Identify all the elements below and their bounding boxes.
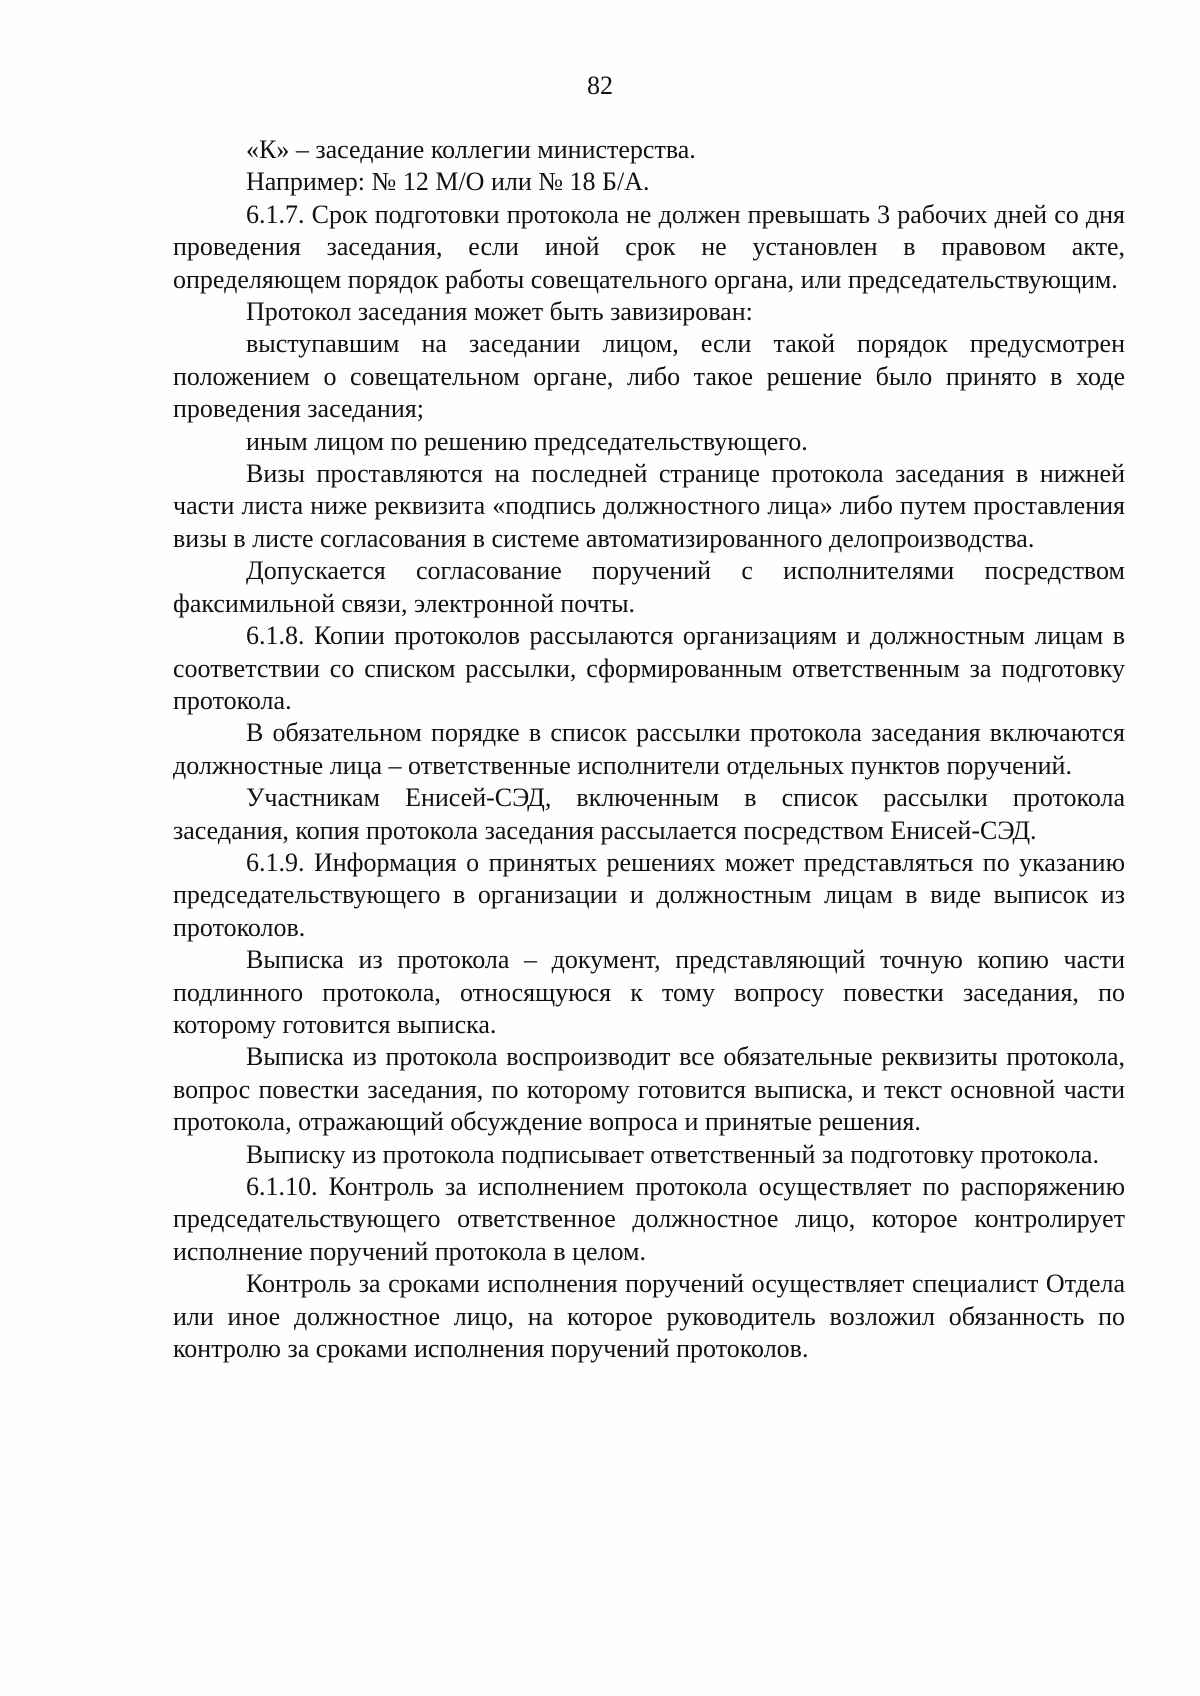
paragraph: Контроль за сроками исполнения поручений осуществляет специалист Отдела или иное должностное лицо, на которое руководитель возложил обязанность по контролю за сроками исполнения поручений протоколов. [173, 1269, 1125, 1364]
document-body [173, 134, 1125, 1365]
paragraph: В обязательном порядке в список рассылки протокола заседания включаются должностные лица – ответственные исполнители отдельных пунктов поручений. [173, 718, 1125, 780]
paragraph: 6.1.7. Срок подготовки протокола не должен превышать 3 рабочих дней со дня проведения заседания, если иной срок не установлен в правовом акте, определяющем порядок работы совещательного органа, или председательствующим. [173, 199, 1125, 294]
page-number: 82 [587, 71, 613, 100]
paragraph: Визы проставляются на последней странице протокола заседания в нижней части листа ниже реквизита «подпись должностного лица» либо путем проставления визы в листе согласования в системе автоматизированного делопроизводства. [173, 459, 1125, 553]
paragraph: «К» – заседание коллегии министерства. [246, 135, 696, 164]
paragraph: Допускается согласование поручений с исполнителями посредством факсимильной связи, электронной почты. [173, 556, 1125, 618]
paragraph: Выписка из протокола воспроизводит все обязательные реквизиты протокола, вопрос повестки заседания, по которому готовится выписка, и текст основной части протокола, отражающий обсуждение вопроса и принятые решения. [173, 1042, 1125, 1137]
paragraph: выступавшим на заседании лицом, если такой порядок предусмотрен положением о совещательном органе, либо такое решение было принято в ходе проведения заседания; [173, 329, 1125, 424]
paragraph: 6.1.9. Информация о принятых решениях может представляться по указанию председательствующего в организации и должностным лицам в виде выписок из протоколов. [173, 847, 1125, 942]
paragraph: 6.1.8. Копии протоколов рассылаются организациям и должностным лицам в соответствии со списком рассылки, сформированным ответственным за подготовку протокола. [173, 621, 1125, 715]
paragraph: Выписка из протокола – документ, представляющий точную копию части подлинного протокола, относящуюся к тому вопросу повестки заседания, по которому готовится выписка. [173, 945, 1125, 1039]
paragraph: Например: № 12 М/О или № 18 Б/А. [246, 167, 650, 197]
paragraph: Выписку из протокола подписывает ответственный за подготовку протокола. [246, 1139, 1099, 1169]
paragraph: иным лицом по решению председательствующего. [246, 426, 808, 456]
paragraph: 6.1.10. Контроль за исполнением протокола осуществляет по распоряжению председательствующего ответственное должностное лицо, которое контролирует исполнение поручений протокола в целом. [173, 1172, 1125, 1266]
paragraph: Протокол заседания может быть завизирован: [246, 297, 753, 327]
paragraph: Участникам Енисей-СЭД, включенным в список рассылки протокола заседания, копия протокола заседания рассылается посредством Енисей-СЭД. [173, 783, 1125, 845]
